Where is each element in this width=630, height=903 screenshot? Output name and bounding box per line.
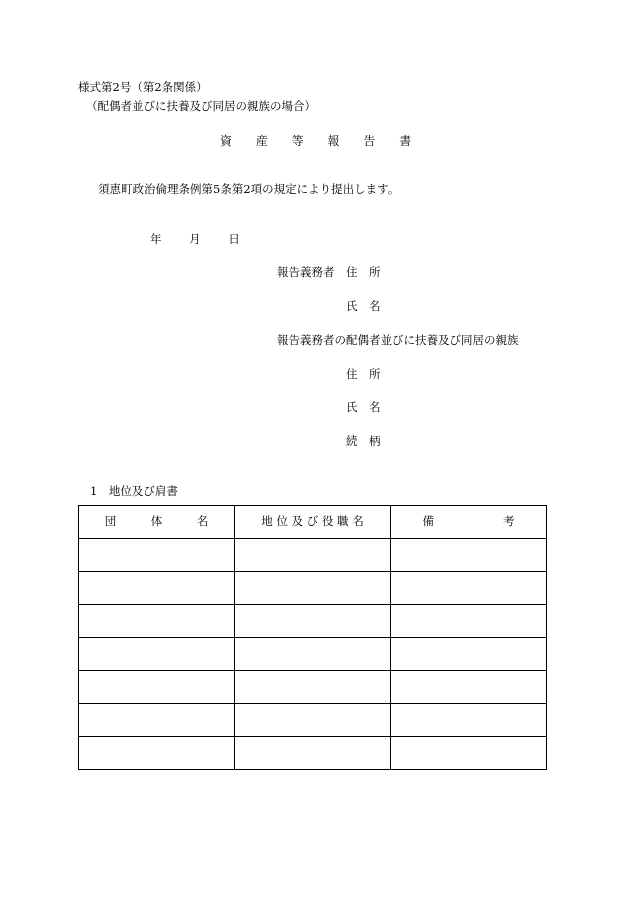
- date-year-label: 年: [150, 232, 162, 246]
- table-cell[interactable]: [79, 539, 235, 572]
- table-cell[interactable]: [79, 572, 235, 605]
- table-row: [79, 539, 547, 572]
- reporter-name-label: 氏 名: [346, 299, 381, 313]
- column-header-remarks: 備 考: [391, 506, 547, 539]
- table-cell[interactable]: [391, 671, 547, 704]
- column-header-organization: 団 体 名: [79, 506, 235, 539]
- table-cell[interactable]: [235, 671, 391, 704]
- table-cell[interactable]: [235, 704, 391, 737]
- reporter-label: 報告義務者: [277, 265, 335, 279]
- title-char: 報: [327, 134, 340, 148]
- positions-table: [78, 505, 547, 770]
- date-month-label: 月: [189, 232, 201, 246]
- column-header-position: 地 位 及 び 役 職 名: [235, 506, 391, 539]
- table-cell[interactable]: [235, 638, 391, 671]
- title-char: 書: [399, 134, 412, 148]
- table-cell[interactable]: [391, 539, 547, 572]
- form-subtitle: （配偶者並びに扶養及び同居の親族の場合）: [86, 99, 316, 113]
- title-char: 等: [291, 134, 304, 148]
- title-char: 資: [220, 134, 233, 148]
- table-cell[interactable]: [391, 704, 547, 737]
- table-row: [79, 605, 547, 638]
- table-cell[interactable]: [79, 671, 235, 704]
- table-cell[interactable]: [235, 737, 391, 770]
- table-cell[interactable]: [79, 605, 235, 638]
- relative-address-label: 住 所: [346, 367, 381, 381]
- relative-name-label: 氏 名: [346, 400, 381, 414]
- date-line: [150, 234, 264, 246]
- reporter-address-label: 住 所: [346, 265, 381, 279]
- table-cell[interactable]: [79, 704, 235, 737]
- table-row: [79, 638, 547, 671]
- table-cell[interactable]: [235, 605, 391, 638]
- table-cell[interactable]: [391, 737, 547, 770]
- document-title: [220, 135, 431, 147]
- table-row: [79, 704, 547, 737]
- table-row: [79, 671, 547, 704]
- date-day-label: 日: [228, 232, 240, 246]
- table-header-row: [79, 506, 547, 539]
- table-cell[interactable]: [235, 539, 391, 572]
- relative-relation-label: 続 柄: [346, 434, 381, 448]
- table-row: [79, 572, 547, 605]
- relative-label: 報告義務者の配偶者並びに扶養及び同居の親族: [277, 333, 519, 347]
- table-cell[interactable]: [235, 572, 391, 605]
- section-heading: 1 地位及び肩書: [90, 484, 178, 498]
- lead-text: 須恵町政治倫理条例第5条第2項の規定により提出します。: [98, 182, 400, 196]
- table-cell[interactable]: [79, 737, 235, 770]
- form-number: 様式第2号（第2条関係）: [78, 80, 208, 94]
- table-row: [79, 737, 547, 770]
- table-cell[interactable]: [79, 638, 235, 671]
- title-char: 産: [255, 134, 268, 148]
- table-cell[interactable]: [391, 572, 547, 605]
- title-char: 告: [363, 134, 376, 148]
- table-cell[interactable]: [391, 638, 547, 671]
- table-cell[interactable]: [391, 605, 547, 638]
